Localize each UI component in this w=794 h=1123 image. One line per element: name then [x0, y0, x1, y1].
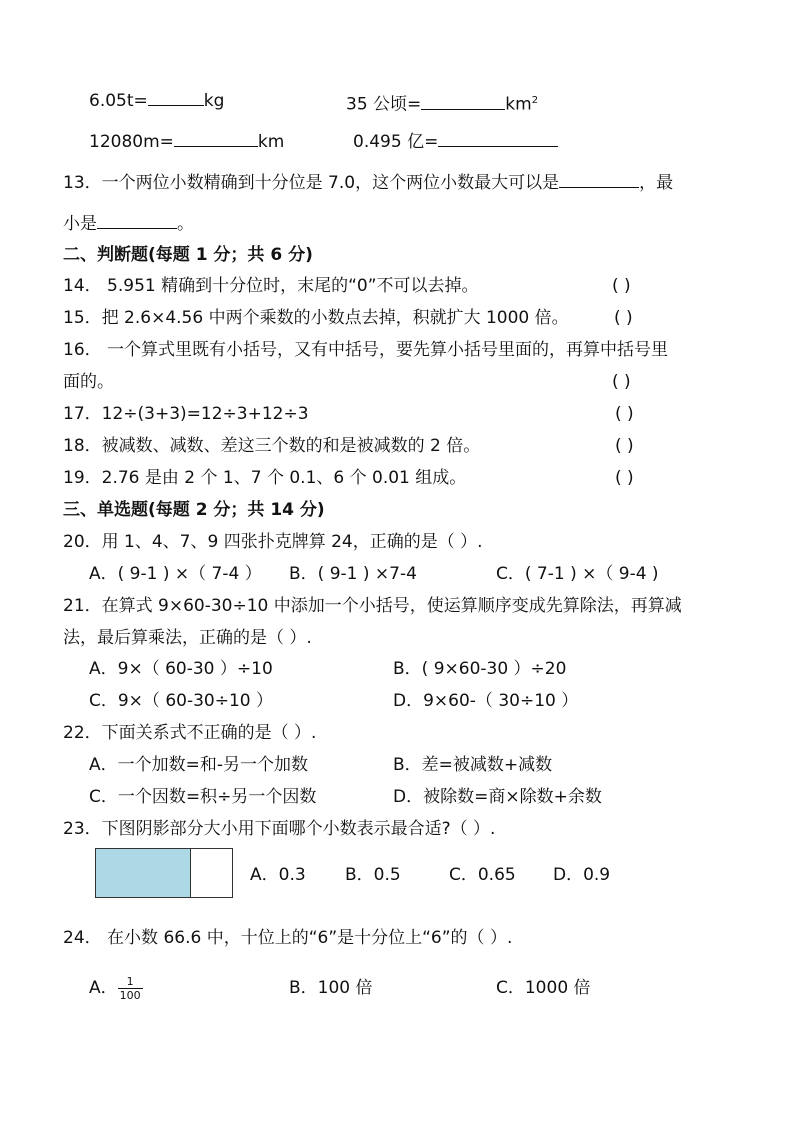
option-b[interactable]: B．差=被减数+减数 [393, 755, 553, 775]
option-c[interactable]: C．9×（ 60-30÷10 ） [89, 691, 274, 711]
shaded-part [96, 849, 191, 897]
option-b[interactable]: B．( 9×60-30 ）÷20 [393, 659, 567, 679]
option-b[interactable]: B．0.5 [345, 865, 401, 885]
question-13-line1: 13．一个两位小数精确到十分位是 7.0，这个两位小数最大可以是 ，最 [63, 173, 674, 193]
answer-paren[interactable]: ( ) [614, 308, 633, 328]
conversion-1b: 35 公顷= $km^2$ [346, 94, 539, 115]
question-13-line2: 小是 。 [63, 214, 194, 234]
option-c[interactable]: C．0.65 [449, 865, 516, 885]
answer-blank[interactable] [174, 130, 258, 147]
answer-blank[interactable] [97, 212, 177, 229]
question-23: 23．下图阴影部分大小用下面哪个小数表示最合适?（ ）. [63, 819, 496, 839]
option-d[interactable]: D．0.9 [553, 865, 611, 885]
option-c[interactable]: C．一个因数=积÷另一个因数 [89, 787, 317, 807]
answer-blank[interactable] [559, 171, 639, 188]
option-a[interactable]: A．一个加数=和-另一个加数 [89, 755, 309, 775]
answer-paren[interactable]: ( ) [615, 436, 634, 456]
question-21-line2: 法，最后算乘法，正确的是（ ）. [63, 628, 312, 648]
option-a[interactable]: A．0.3 [250, 865, 306, 885]
question-15: 15．把 2.6×4.56 中两个乘数的小数点去掉，积就扩大 1000 倍。 [63, 308, 569, 328]
answer-paren[interactable]: ( ) [615, 468, 634, 488]
shaded-rectangle-figure [95, 848, 233, 898]
option-d[interactable]: D．9×60-（ 30÷10 ） [393, 691, 579, 711]
question-19: 19．2.76 是由 2 个 1、7 个 0.1、6 个 0.01 组成。 [63, 468, 467, 488]
fraction: $\frac{1}{100}$ [119, 974, 141, 1002]
answer-blank[interactable] [421, 93, 505, 110]
question-18: 18．被减数、减数、差这三个数的和是被减数的 2 倍。 [63, 436, 481, 456]
question-16-line1: 16． 一个算式里既有小括号，又有中括号，要先算小括号里面的，再算中括号里 [63, 340, 669, 360]
section-title-single-choice: 三、单选题(每题 2 分；共 14 分) [63, 500, 325, 520]
question-24: 24． 在小数 66.6 中，十位上的“6”是十分位上“6”的（ ）. [63, 928, 513, 948]
answer-blank[interactable] [148, 89, 204, 106]
conversion-1a: 6.05t= kg [89, 91, 225, 111]
conversion-2b: 0.495 亿= [353, 130, 558, 154]
option-a[interactable]: A．( 9-1 ) ×（ 7-4 ） [89, 564, 262, 584]
option-a[interactable]: A． $\frac{1}{100}$ [89, 974, 141, 1002]
question-14: 14． 5.951 精确到十分位时，末尾的“0”不可以去掉。 [63, 276, 479, 296]
section-title-judgement: 二、判断题(每题 1 分；共 6 分) [63, 245, 313, 265]
answer-paren[interactable]: ( ) [612, 276, 631, 296]
question-21-line1: 21．在算式 9×60-30÷10 中添加一个小括号，使运算顺序变成先算除法，再算减 [63, 596, 682, 616]
answer-blank[interactable] [438, 130, 558, 147]
question-22: 22．下面关系式不正确的是（ ）. [63, 723, 317, 743]
option-b[interactable]: B．100 倍 [289, 978, 373, 998]
answer-paren[interactable]: ( ) [612, 372, 631, 392]
option-b[interactable]: B．( 9-1 ) ×7-4 [289, 564, 417, 584]
question-17: 17．12÷(3+3)=12÷3+12÷3 [63, 404, 309, 424]
option-c[interactable]: C．( 7-1 ) ×（ 9-4 ) [496, 564, 659, 584]
answer-paren[interactable]: ( ) [615, 404, 634, 424]
option-d[interactable]: D．被除数=商×除数+余数 [393, 787, 602, 807]
option-c[interactable]: C．1000 倍 [496, 978, 591, 998]
question-16-line2: 面的。 [63, 372, 114, 392]
question-20: 20．用 1、4、7、9 四张扑克牌算 24，正确的是（ ）. [63, 532, 483, 552]
option-a[interactable]: A．9×（ 60-30 ）÷10 [89, 659, 273, 679]
conversion-2a: 12080m= km [89, 132, 285, 152]
